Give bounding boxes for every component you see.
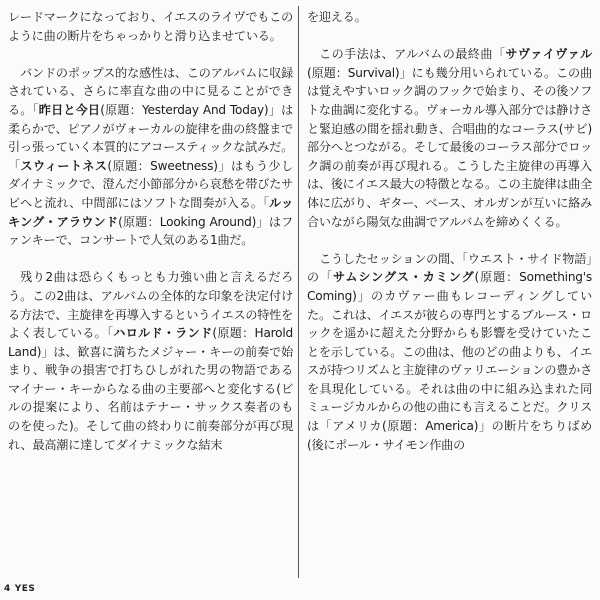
paragraph: こうしたセッションの間、「ウエスト・サイド物語」の「サムシングス・カミング(原題：Something's Coming)」のカヴァー曲もレコーディングしていた。これは、イエスが彼らの専門とするブルース・ロックを遥かに超えた分野からも影響を受けていたことを示している。この曲は、他のどの曲よりも、イエスが持つリズムと主旋律のヴァリエーションの豊かさを具現化している。それは曲の中に組み込まれた同ミュージカルからの他の曲にも言えることだ。クリスは「アメリカ(原題：America)」の断片をちりばめ(後にポール・サイモン作曲の [307,251,592,452]
page-number: 4 [4,584,11,594]
right-column [307,8,592,454]
paragraph: この手法は、アルバムの最終曲「サヴァイヴァル(原題：Survival)」にも幾分用いられている。この曲は覚えやすいロック調のフックで始まり、その後ソフトな曲調に変化する。ヴォーカル導入部分では静けさと緊迫感の間を揺れ動き、合唱曲的なコーラス(サビ)部分へとつながる。そして最後のコーラス部分でロック調の前奏が再び現れる。こうした主旋律の再導入は、後にイエス最大の特徴となる。この主旋律は曲全体に広がり、ギター、ベース、オルガンが互いに絡み合いながら陽気な曲調でアルバムを締めくくる。 [307,47,593,229]
song-title: サムシングス・カミング [333,270,475,285]
song-title: 昨日と今日 [38,102,101,117]
running-title: YES [14,584,36,594]
page-footer [4,584,39,594]
paragraph: レードマークになっており、イエスのライヴでもこのように曲の断片をちゃっかりと滑り込ませている。 [8,10,293,43]
paragraph: バンドのポップス的な感性は、このアルバムに収録されている、さらに率直な曲の中に見ることができる。「昨日と今日(原題：Yesterday And Today)」は柔らかで、ピアノがヴォーカルの旋律を曲の終盤まで引っ張っていく本質的にアコースティックな試みだ。「スウィートネス(原題：Sweetness)」はもう少しダイナミックで、澄んだ小節部分から哀愁を帯びたサビへと流れ、中間部にはソフトな間奏が入る。「ルッキング・アラウンド(原題：Looking Around)」はファンキーで、コンサートで人気のある1曲だ。 [8,65,293,248]
paragraph: 残り2曲は恐らくもっとも力強い曲と言えるだろう。この2曲は、アルバムの全体的な印象を決定付ける方法で、主旋律を再導入するというイエスの特性をよく表している。「ハロルド・ランド(原題：Harold Land)」は、歓喜に満ちたメジャー・キーの前奏で始まり、戦争の損害で打ちひしがれた男の物語であるマイナー・キーからなる曲の主要部へと変化する(ビルの提案により、名前はテナー・サックス奏者のものを使った)。そして曲の終わりに前奏部分が再び現れ、最高潮に達してダイナミックな結末 [8,270,293,452]
column-divider [298,6,299,578]
paragraph: を迎える。 [307,10,367,24]
song-title: ハロルド・ランド [113,326,213,341]
song-title: スウィートネス [20,158,108,173]
song-title: サヴァイヴァル [505,47,593,62]
left-column [8,8,293,454]
song-title: ルッキング・アラウンド [8,195,293,229]
